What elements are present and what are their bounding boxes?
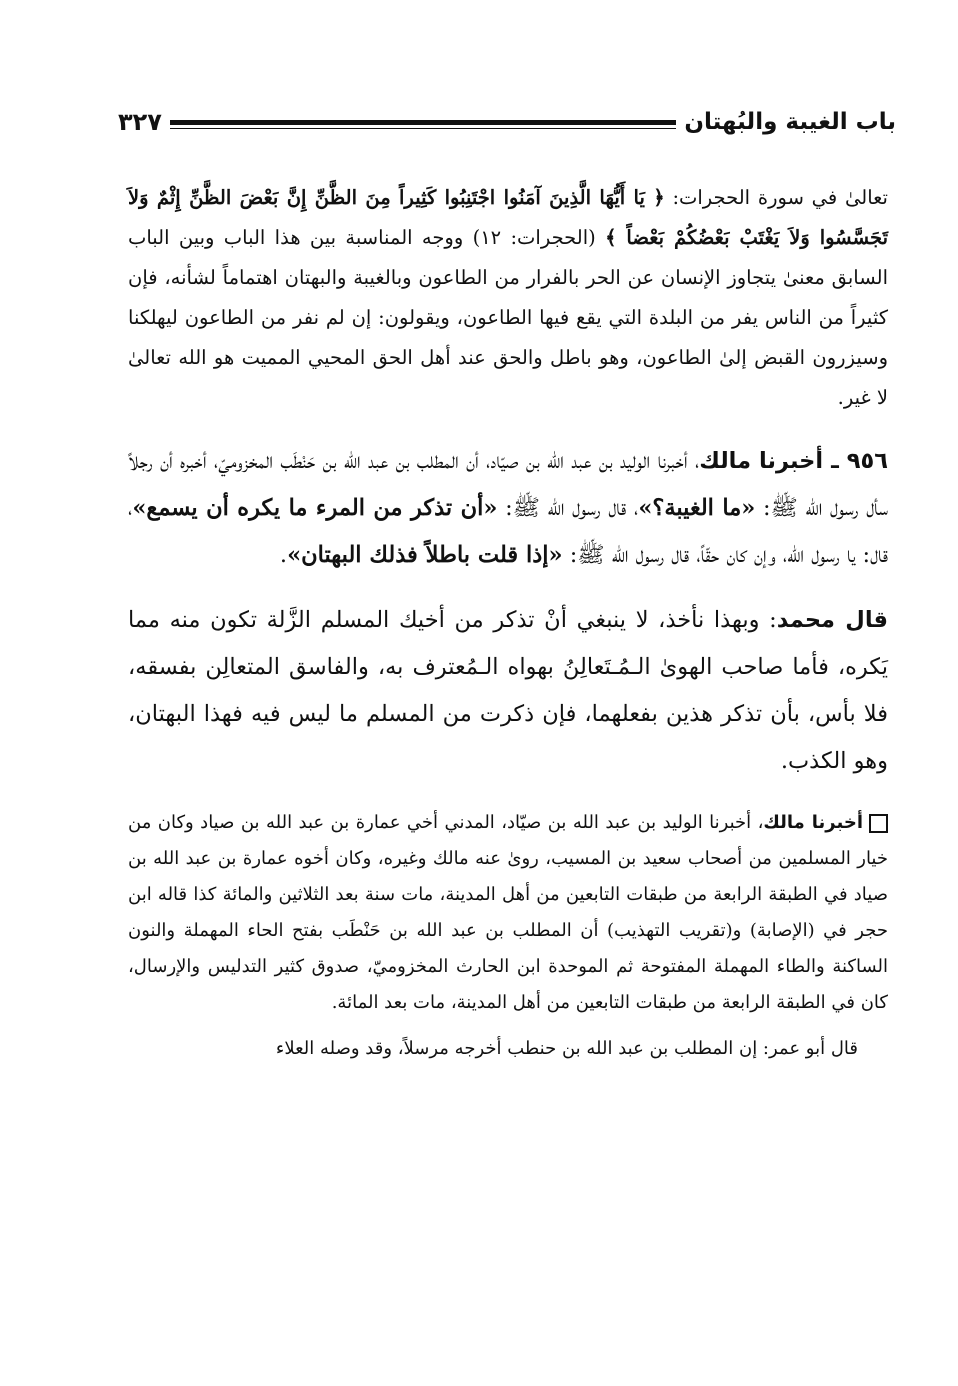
hadith-quote-2: «أن تذكر من المرء ما يكره أن يسمع»	[132, 495, 498, 521]
hadith-text-c: ، قال: يا رسول الله، وإن كان حقّاً، قال رسول الله ﷺ:	[128, 495, 888, 568]
hadith-text-b: ، قال رسول الله ﷺ:	[497, 495, 639, 521]
hadith-number-lead: ٩٥٦ ـ أخبرنا مالك	[699, 448, 888, 474]
running-header	[118, 100, 896, 144]
hadith-paragraph	[128, 438, 888, 579]
intro-text-b: (الحجرات: ١٢) ووجه المناسبة بين هذا الباب وبين الباب السابق معنىٰ يتجاوز الإنسان عن الحر بالفرار من الطاعون وبالغيبة والبهتان اهتماماً لشأنه، فإن كثيراً من الناس يفر من البلدة التي يقع فيها الطاعون، ويقولون: إن لم نفر من الطاعون ليهلكنا وسيزرون القبض إلىٰ الطاعون، وهو باطل والحق عند أهل الحق المحيي المميت هو الله تعالىٰ لا غير.	[128, 226, 888, 409]
final-line: قال أبو عمر: إن المطلب بن عبد الله بن حنطب أخرجه مرسلاً، وقد وصله العلاء	[275, 1038, 858, 1059]
notes-paragraph	[128, 805, 888, 1021]
hadith-quote-3: «إذا قلت باطلاً فذلك البهتان»	[287, 542, 563, 568]
hadith-text-a: ، أخبرنا الوليد بن عبد الله بن صيّاد، أن المطلب بن عبد الله بن حَنْطَب المخزوميّ، أخبره أن رجلاً سأل رسول الله ﷺ:	[128, 448, 888, 521]
notes-lead: أخبرنا مالك	[763, 812, 863, 833]
hadith-quote-1: «ما الغيبة؟»	[638, 495, 756, 521]
chapter-title: باب الغيبة والبُهتان	[684, 109, 896, 135]
square-bullet-icon	[869, 814, 888, 833]
commentary-lead: قال محمد	[776, 607, 888, 633]
notes-text: ، أخبرنا الوليد بن عبد الله بن صيّاد، المدني أخي عمارة بن عبد الله بن صياد وكان من خيار المسلمين من أصحاب سعيد بن المسيب، روىٰ عنه مالك وغيره، وكان أخوه عمارة بن عبد الله بن صياد في الطبقة الرابعة من طبقات التابعين من أهل المدينة، مات سنة بعد الثلاثين والمائة كذا قاله ابن حجر في (الإصابة) و(تقريب التهذيب) أن المطلب بن عبد الله بن حَنْطَب بفتح الحاء المهملة والنون الساكنة والطاء المهملة المفتوحة ثم الموحدة ابن الحارث المخزوميّ، صدوق كثير التدليس والإرسال، كان في الطبقة الرابعة من طبقات التابعين من أهل المدينة، مات بعد المائة.	[128, 812, 888, 1013]
page-body	[128, 178, 888, 1067]
intro-paragraph	[128, 178, 888, 418]
quran-verse: ﴿ يَا أَيُّهَا الَّذِينَ آمَنُوا اجْتَنِبُوا كَثِيراً مِنَ الظَّنِّ إِنَّ بَعْضَ الظَّنِّ إِثْمٌ وَلاَ تَجَسَّسُوا وَلاَ يَغْتَبْ بَعْضُكُمْ بَعْضاً ﴾	[128, 186, 888, 249]
hadith-text-d: .	[279, 542, 288, 568]
commentary-text: : وبهذا نأخذ، لا ينبغي أنْ تذكر من أخيك المسلم الزَّلة تكون منه مما يَكره، فأما صاحب الهوىٰ الـمُـتَعالِنُ بهواه الـمُعترف به، والفاسق المتعالِن بفسقه، فلا بأس، بأن تذكر هذين بفعلهما، فإن ذكرت من المسلم ما ليس فيه فهذا البهتان، وهو الكذب.	[128, 607, 888, 774]
commentary-paragraph	[128, 597, 888, 785]
header-rule	[170, 120, 676, 125]
intro-text-a: تعالىٰ في سورة الحجرات:	[664, 186, 888, 209]
page-number: ٣٢٧	[118, 108, 162, 136]
